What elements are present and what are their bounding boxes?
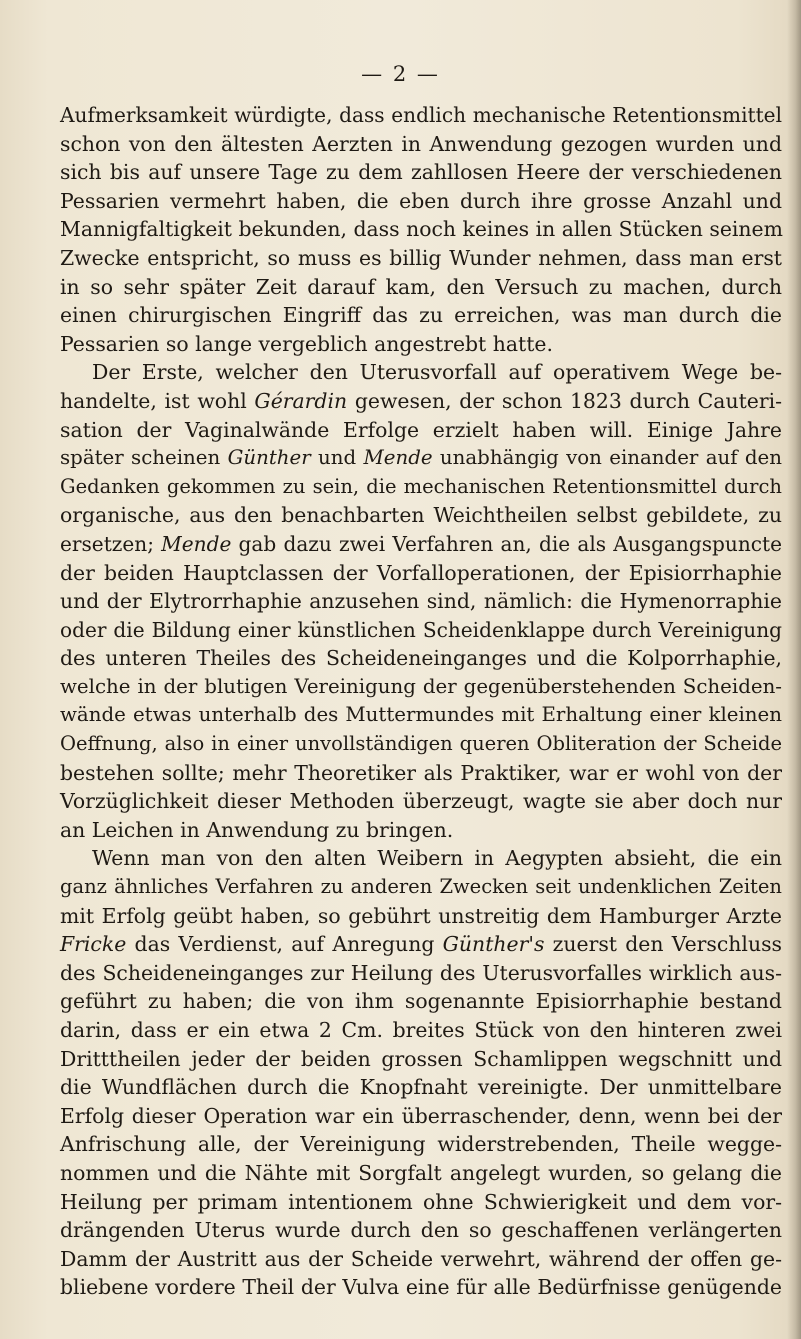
text-segment: gewesen, der schon 1823 durch Cauteri-	[347, 388, 782, 413]
page-number: — 2 —	[361, 62, 440, 86]
text-line	[60, 387, 782, 416]
text-line	[60, 187, 782, 216]
text-line	[60, 673, 782, 702]
text-segment: das Verdienst, auf Anregung	[126, 932, 443, 957]
text-line	[60, 273, 782, 302]
text-segment: später scheinen	[60, 446, 228, 470]
text-line	[60, 158, 782, 187]
text-segment: Oeffnung, also in einer unvollständigen queren Obliteration der Scheide	[60, 732, 782, 756]
text-segment: Zwecke entspricht, so muss es billig Wunder nehmen, dass man erst	[60, 245, 782, 270]
text-segment: Heilung per primam intentionem ohne Schwierigkeit und dem vor-	[60, 1189, 782, 1214]
text-line	[60, 644, 782, 673]
text-segment: drängenden Uterus wurde durch den so geschaffenen verlängerten	[60, 1218, 782, 1243]
page-edge-shadow	[787, 0, 801, 1339]
text-line	[60, 701, 782, 730]
text-line	[60, 1159, 782, 1188]
text-line	[60, 1245, 782, 1274]
italic-name: Gérardin	[254, 388, 348, 413]
body-text	[60, 101, 782, 1302]
text-segment: Erfolg dieser Operation war ein überraschender, denn, wenn bei der	[60, 1103, 782, 1128]
text-segment: geführt zu haben; die von ihm sogenannte Episiorrhaphie bestand	[60, 989, 782, 1014]
text-segment: wände etwas unterhalb des Muttermundes mit Erhaltung einer kleinen	[60, 703, 782, 727]
text-line	[60, 1130, 782, 1159]
text-segment: Pessarien so lange vergeblich angestrebt hatte.	[60, 331, 553, 356]
text-line	[60, 616, 782, 645]
text-line	[60, 844, 782, 873]
text-line	[60, 1016, 782, 1045]
text-line	[60, 473, 782, 502]
text-segment: und der Elytrorrhaphie anzusehen sind, nämlich: die Hymenorraphie	[60, 589, 782, 614]
text-segment: des Scheideneinganges zur Heilung des Uterusvorfalles wirklich aus-	[60, 960, 782, 985]
text-segment: sich bis auf unsere Tage zu dem zahllosen Heere der verschiedenen	[60, 160, 782, 185]
text-segment: unabhängig von einander auf den	[432, 446, 782, 470]
text-segment: bestehen sollte; mehr Theoretiker als Praktiker, war er wohl von der	[60, 760, 782, 785]
italic-name: Fricke	[60, 932, 127, 957]
text-segment: ganz ähnliches Verfahren zu anderen Zwecken seit undenklichen Zeiten	[60, 875, 782, 899]
text-line	[60, 873, 782, 902]
text-line	[60, 358, 782, 387]
italic-name: Mende	[161, 531, 232, 556]
text-line	[60, 1045, 782, 1074]
text-segment: des unteren Theiles des Scheideneinganges und die Kolporrhaphie,	[60, 646, 782, 671]
text-segment: nommen und die Nähte mit Sorgfalt angelegt wurden, so gelang die	[60, 1160, 782, 1185]
text-segment: Anfrischung alle, der Vereinigung widerstrebenden, Theile wegge-	[60, 1132, 782, 1157]
text-line	[60, 559, 782, 588]
text-line	[60, 1102, 782, 1131]
text-segment: sation der Vaginalwände Erfolge erzielt haben will. Einige Jahre	[60, 417, 782, 442]
text-line	[60, 730, 782, 759]
text-segment: Vorzüglichkeit dieser Methoden überzeugt, wagte sie aber doch nur	[60, 789, 782, 814]
italic-name: Günther	[227, 446, 311, 470]
text-segment: Pessarien vermehrt haben, die eben durch ihre grosse Anzahl und	[60, 188, 782, 213]
text-segment: handelte, ist wohl	[60, 388, 255, 413]
text-line	[60, 530, 782, 559]
text-line	[60, 902, 782, 931]
text-segment: organische, aus den benachbarten Weichtheilen selbst gebildete, zu	[60, 503, 782, 528]
text-line	[60, 1216, 782, 1245]
text-line	[60, 987, 782, 1016]
text-line	[60, 501, 782, 530]
text-segment: an Leichen in Anwendung zu bringen.	[60, 817, 454, 842]
text-segment: Wenn man von den alten Weibern in Aegypten absieht, die ein	[92, 846, 782, 871]
text-line	[60, 330, 782, 359]
text-segment: der beiden Hauptclassen der Vorfalloperationen, der Episiorrhaphie	[60, 560, 782, 585]
text-line	[60, 301, 782, 330]
text-line	[60, 587, 782, 616]
text-segment: darin, dass er ein etwa 2 Cm. breites Stück von den hinteren zwei	[60, 1018, 782, 1042]
text-line	[60, 215, 782, 244]
text-segment: zuerst den Verschluss	[544, 932, 783, 957]
italic-name: Günther's	[442, 932, 545, 957]
text-segment: Mannigfaltigkeit bekunden, dass noch keines in allen Stücken seinem	[60, 217, 783, 242]
text-segment: oder die Bildung einer künstlichen Scheidenklappe durch Vereinigung	[60, 617, 782, 642]
text-segment: in so sehr später Zeit darauf kam, den Versuch zu machen, durch	[60, 274, 782, 299]
text-line	[60, 101, 782, 130]
text-segment: gab dazu zwei Verfahren an, die als Ausgangspuncte	[231, 531, 782, 556]
text-line	[60, 1073, 782, 1102]
text-segment: und	[310, 446, 364, 470]
text-line	[60, 244, 782, 273]
text-line	[60, 416, 782, 445]
italic-name: Mende	[363, 446, 433, 470]
text-segment: die Wundflächen durch die Knopfnaht vereinigte. Der unmittelbare	[60, 1075, 782, 1100]
text-segment: Gedanken gekommen zu sein, die mechanischen Retentionsmittel durch	[60, 474, 782, 498]
text-segment: Der Erste, welcher den Uterusvorfall auf operativem Wege be-	[92, 360, 782, 385]
text-segment: Damm der Austritt aus der Scheide verwehrt, während der offen ge-	[60, 1246, 782, 1271]
text-segment: Dritttheilen jeder der beiden grossen Schamlippen wegschnitt und	[60, 1046, 782, 1071]
text-line	[60, 1188, 782, 1217]
text-line	[60, 930, 782, 959]
text-line	[60, 1273, 782, 1302]
text-line	[60, 759, 782, 788]
text-segment: welche in der blutigen Vereinigung der gegenüberstehenden Scheiden-	[60, 674, 782, 698]
text-segment: einen chirurgischen Eingriff das zu erreichen, was man durch die	[60, 303, 782, 328]
text-line	[60, 444, 782, 473]
text-segment: ersetzen;	[60, 531, 162, 556]
text-line	[60, 959, 782, 988]
text-segment: mit Erfolg geübt haben, so gebührt unstreitig dem Hamburger Arzte	[60, 903, 782, 928]
text-line	[60, 787, 782, 816]
text-segment: bliebene vordere Theil der Vulva eine für alle Bedürfnisse genügende	[60, 1275, 782, 1300]
text-segment: Aufmerksamkeit würdigte, dass endlich mechanische Retentionsmittel	[60, 103, 782, 127]
text-segment: schon von den ältesten Aerzten in Anwendung gezogen wurden und	[60, 131, 782, 156]
text-line	[60, 130, 782, 159]
text-line	[60, 816, 782, 845]
